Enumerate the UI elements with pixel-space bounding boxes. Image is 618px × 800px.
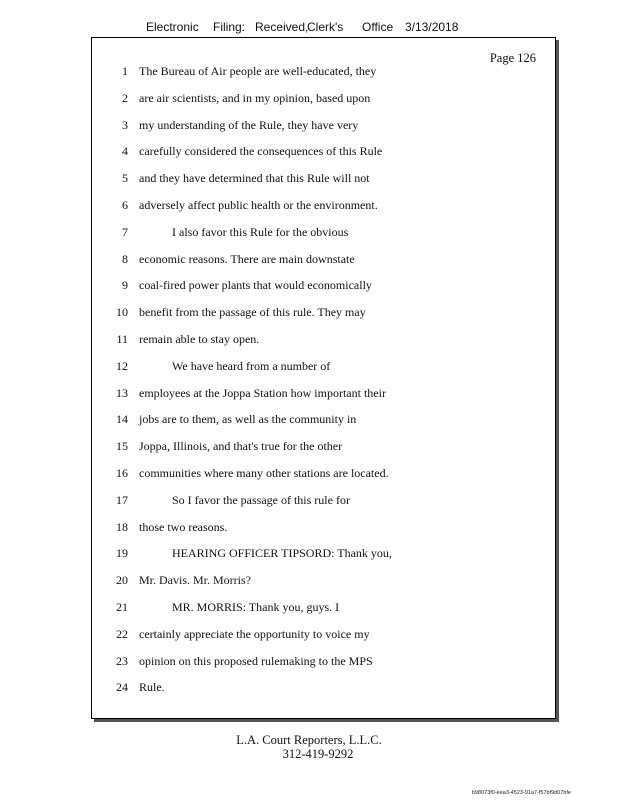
line-text: The Bureau of Air people are well-educated, they [139,64,377,78]
transcript-line [92,409,555,429]
filing-electronic: Electronic [146,20,199,34]
line-number: 17 [116,492,128,507]
line-number: 18 [116,519,128,534]
line-text: those two reasons. [139,519,228,534]
line-text: employees at the Joppa Station how important their [139,385,386,400]
line-number: 24 [116,680,128,695]
line-text: coal-fired power plants that would economically [139,278,372,293]
transcript-line [92,275,555,295]
line-number: 20 [116,573,128,588]
line-text: HEARING OFFICER TIPSORD: Thank you, [172,546,392,561]
line-number: 5 [122,171,128,186]
transcript-line [92,651,555,671]
filing-stamp-header [146,20,486,38]
line-text: Joppa, Illinois, and that's true for the other [139,439,343,454]
filing-office: Office [362,20,394,34]
transcript-line [92,302,555,322]
line-number: 13 [116,385,128,400]
line-text: certainly appreciate the opportunity to voice my [139,626,370,641]
line-text: carefully considered the consequences of this Rule [139,144,383,159]
transcript-line [92,517,555,537]
line-text: MR. MORRIS: Thank you, guys. I [172,600,340,614]
page-footer [0,733,618,761]
line-text: benefit from the passage of this rule. They may [139,305,366,320]
transcript-line [92,195,555,215]
line-number: 11 [116,332,128,346]
line-number: 10 [116,305,128,320]
line-number: 16 [116,466,128,480]
transcript-line [92,624,555,644]
line-text: I also favor this Rule for the obvious [172,224,349,239]
transcript-line [92,490,555,510]
transcript-line [92,570,555,590]
line-number: 19 [116,546,128,561]
transcript-line [92,222,555,242]
transcript-line [92,115,555,135]
line-number: 4 [122,144,128,159]
line-text: and they have determined that this Rule will not [139,171,370,186]
transcript-line [92,61,555,81]
reporter-company: L.A. Court Reporters, L.L.C. [236,733,382,747]
transcript-line [92,141,555,161]
line-number: 3 [122,117,128,132]
line-text: my understanding of the Rule, they have very [139,117,359,132]
page-number: Page 126 [489,51,536,65]
transcript-line [92,677,555,697]
transcript-line [92,249,555,269]
line-text: are air scientists, and in my opinion, based upon [139,90,371,105]
line-number: 14 [116,412,128,427]
line-text: So I favor the passage of this rule for [172,492,350,507]
line-number: 15 [116,439,128,454]
line-number: 8 [122,251,128,266]
transcript-page [91,37,556,719]
filing-label: Filing: [213,20,246,34]
line-number: 21 [116,600,128,614]
line-text: communities where many other stations are located. [139,466,389,480]
line-number: 1 [122,64,128,78]
transcript-line [92,383,555,403]
transcript-line [92,88,555,108]
filing-received: Received, [255,20,309,34]
line-number: 12 [116,358,128,373]
transcript-line [92,356,555,376]
reporter-phone: 312-419-9292 [282,747,354,761]
transcript-line [92,168,555,188]
transcript-line [92,329,555,349]
line-number: 7 [122,224,128,239]
line-number: 23 [116,653,128,668]
transcript-line [92,543,555,563]
line-text: opinion on this proposed rulemaking to the MPS [139,653,373,668]
line-number: 2 [122,90,128,105]
line-text: jobs are to them, as well as the community in [139,412,357,427]
line-text: Rule. [139,680,165,695]
line-text: We have heard from a number of [172,358,331,373]
line-text: economic reasons. There are main downstate [139,251,355,266]
line-number: 6 [122,198,128,212]
document-id: b98073f0-eea3-4523-91a7-f57bf9d07bfe [471,790,571,796]
line-text: remain able to stay open. [139,332,260,346]
line-number: 9 [122,278,128,293]
filing-clerks: Clerk's [307,20,344,34]
transcript-line [92,597,555,617]
line-number: 22 [116,626,128,641]
filing-date: 3/13/2018 [405,20,459,34]
transcript-line [92,463,555,483]
line-text: Mr. Davis. Mr. Morris? [139,573,251,588]
transcript-line [92,436,555,456]
line-text: adversely affect public health or the environment. [139,198,378,212]
